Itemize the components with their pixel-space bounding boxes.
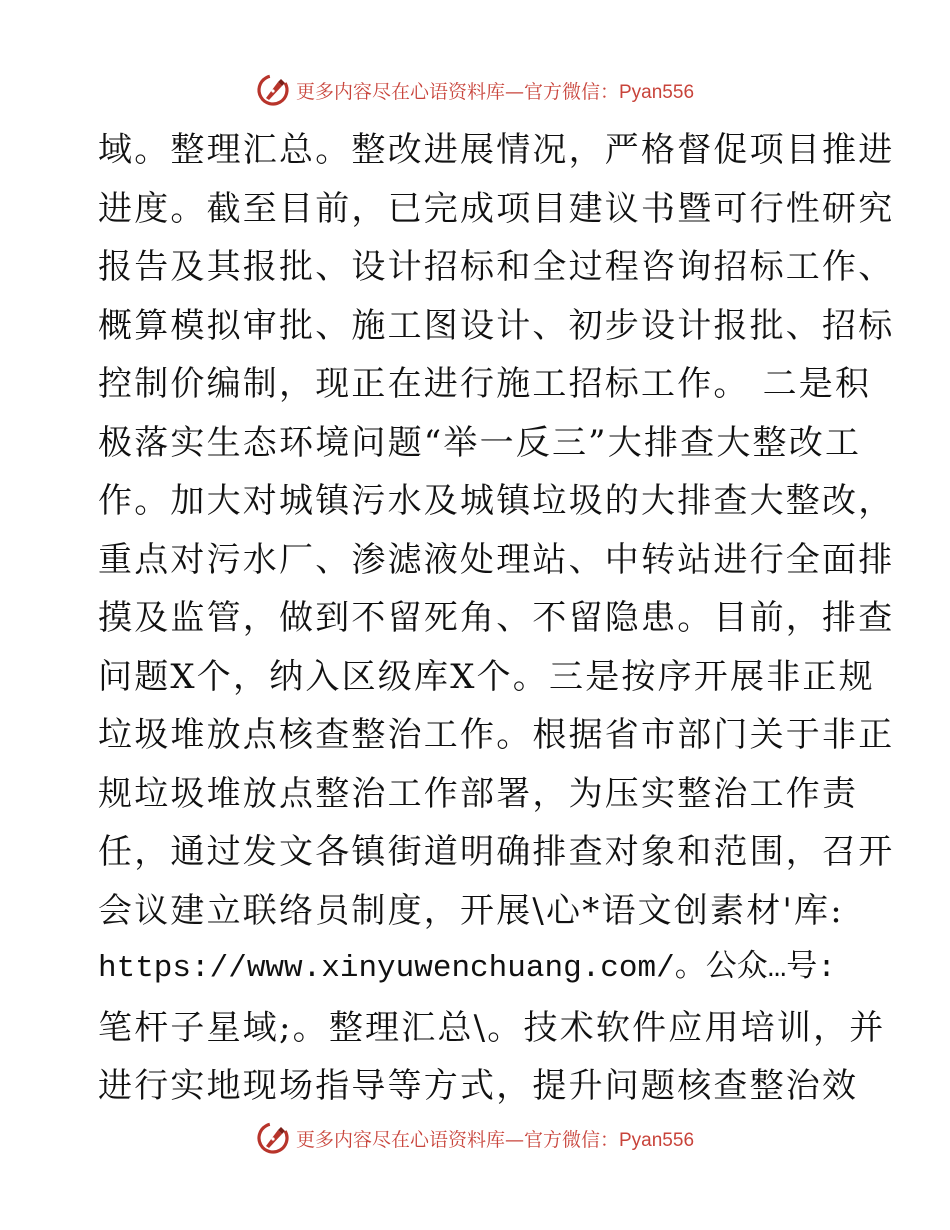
pen-nib-logo-icon: [256, 73, 290, 107]
text-line: 报告及其报批、设计招标和全过程咨询招标工作、: [98, 247, 895, 287]
pen-nib-logo-icon: [256, 1121, 290, 1155]
text-line: 作。加大对城镇污水及城镇垃圾的大排查大整改，: [98, 481, 895, 521]
text-line: 进行实地现场指导等方式，提升问题核查整治效: [98, 1066, 859, 1106]
header-banner-content: [256, 73, 694, 107]
text-line: 笔杆子星域;。整理汇总\。技术软件应用培训，并: [98, 1007, 886, 1048]
text-line: 进度。截至目前，已完成项目建议书暨可行性研究: [98, 188, 895, 229]
header-banner-label: 更多内容尽在心语资料库—官方微信：: [295, 80, 619, 103]
text-line: 垃圾堆放点核查整治工作。根据省市部门关于非正: [98, 715, 895, 755]
text-line: 控制价编制，现正在进行施工招标工作。 二是积: [98, 364, 872, 404]
text-line: 域。整理汇总。整改进展情况，严格督促项目推进: [98, 130, 895, 170]
text-line: 极落实生态环境问题“举一反三”大排查大整改工: [98, 422, 862, 463]
footer-banner-content: [256, 1121, 694, 1155]
header-wechat-id: Pyan556: [619, 81, 695, 103]
header-banner: [0, 70, 950, 110]
text-line: 规垃圾堆放点整治工作部署，为压实整治工作责: [98, 773, 859, 814]
footer-wechat-id: Pyan556: [619, 1129, 695, 1151]
footer-banner: [0, 1118, 950, 1158]
document-body: [98, 121, 895, 1116]
text-line: 问题X个，纳入区级库X个。三是按序开展非正规: [98, 656, 875, 697]
text-line-url: https://www.xinyuwenchuang.com/。公众…号:: [98, 951, 836, 986]
header-banner-text: [296, 77, 694, 104]
text-line: 重点对污水厂、渗滤液处理站、中转站进行全面排: [98, 539, 895, 580]
footer-banner-text: [296, 1125, 694, 1152]
text-line: 概算模拟审批、施工图设计、初步设计报批、招标: [98, 305, 895, 346]
footer-banner-label: 更多内容尽在心语资料库—官方微信：: [295, 1128, 619, 1151]
text-line: 摸及监管，做到不留死角、不留隐患。目前，排查: [98, 598, 895, 638]
text-line: 会议建立联络员制度，开展\心*语文创素材'库:: [98, 890, 844, 931]
text-line: 任，通过发文各镇街道明确排查对象和范围，召开: [98, 832, 895, 872]
